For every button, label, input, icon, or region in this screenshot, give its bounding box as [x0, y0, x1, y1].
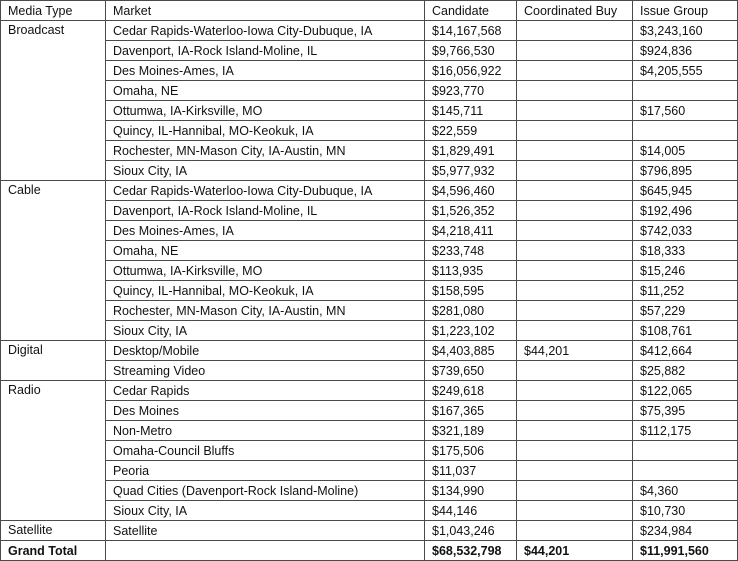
issue-group-cell: $4,360 [633, 481, 738, 501]
issue-group-cell: $17,560 [633, 101, 738, 121]
market-cell: Cedar Rapids-Waterloo-Iowa City-Dubuque, IA [106, 21, 425, 41]
table-row [1, 201, 738, 221]
table-row [1, 361, 738, 381]
issue-group-cell: $924,836 [633, 41, 738, 61]
market-cell: Sioux City, IA [106, 161, 425, 181]
candidate-cell: $1,043,246 [425, 521, 517, 541]
issue-group-cell [633, 121, 738, 141]
market-cell: Ottumwa, IA-Kirksville, MO [106, 261, 425, 281]
coordinated-buy-cell [517, 61, 633, 81]
table-row [1, 241, 738, 261]
market-cell: Sioux City, IA [106, 321, 425, 341]
issue-group-cell: $57,229 [633, 301, 738, 321]
media-type-cell: Radio [1, 381, 106, 521]
coordinated-buy-cell [517, 481, 633, 501]
coordinated-buy-cell [517, 521, 633, 541]
table-row [1, 221, 738, 241]
market-cell: Davenport, IA-Rock Island-Moline, IL [106, 201, 425, 221]
market-cell: Streaming Video [106, 361, 425, 381]
issue-group-cell: $25,882 [633, 361, 738, 381]
candidate-cell: $281,080 [425, 301, 517, 321]
coordinated-buy-cell [517, 301, 633, 321]
candidate-cell: $1,829,491 [425, 141, 517, 161]
market-cell: Quincy, IL-Hannibal, MO-Keokuk, IA [106, 281, 425, 301]
table-body [1, 21, 738, 541]
media-type-cell: Satellite [1, 521, 106, 541]
issue-group-cell: $742,033 [633, 221, 738, 241]
table-row [1, 441, 738, 461]
table-row [1, 141, 738, 161]
candidate-cell: $4,218,411 [425, 221, 517, 241]
issue-group-cell [633, 461, 738, 481]
candidate-cell: $113,935 [425, 261, 517, 281]
issue-group-cell: $4,205,555 [633, 61, 738, 81]
candidate-cell: $145,711 [425, 101, 517, 121]
coordinated-buy-cell [517, 41, 633, 61]
coordinated-buy-cell [517, 21, 633, 41]
coordinated-buy-cell [517, 361, 633, 381]
issue-group-cell: $11,252 [633, 281, 738, 301]
header-market: Market [106, 1, 425, 21]
coordinated-buy-cell [517, 421, 633, 441]
table-row [1, 321, 738, 341]
candidate-cell: $249,618 [425, 381, 517, 401]
table-row [1, 121, 738, 141]
header-media-type: Media Type [1, 1, 106, 21]
coordinated-buy-cell [517, 101, 633, 121]
issue-group-cell: $796,895 [633, 161, 738, 181]
market-cell: Des Moines [106, 401, 425, 421]
table-row [1, 521, 738, 541]
market-cell: Des Moines-Ames, IA [106, 221, 425, 241]
table-row [1, 81, 738, 101]
candidate-cell: $158,595 [425, 281, 517, 301]
market-cell: Omaha-Council Bluffs [106, 441, 425, 461]
market-cell: Desktop/Mobile [106, 341, 425, 361]
grand-total-candidate: $68,532,798 [425, 541, 517, 561]
market-cell: Rochester, MN-Mason City, IA-Austin, MN [106, 301, 425, 321]
table-row [1, 301, 738, 321]
table-row [1, 401, 738, 421]
candidate-cell: $321,189 [425, 421, 517, 441]
issue-group-cell: $122,065 [633, 381, 738, 401]
issue-group-cell: $412,664 [633, 341, 738, 361]
issue-group-cell: $3,243,160 [633, 21, 738, 41]
grand-total-row [1, 541, 738, 561]
issue-group-cell: $234,984 [633, 521, 738, 541]
issue-group-cell: $192,496 [633, 201, 738, 221]
candidate-cell: $233,748 [425, 241, 517, 261]
market-cell: Rochester, MN-Mason City, IA-Austin, MN [106, 141, 425, 161]
coordinated-buy-cell [517, 461, 633, 481]
coordinated-buy-cell: $44,201 [517, 341, 633, 361]
table-row [1, 161, 738, 181]
coordinated-buy-cell [517, 201, 633, 221]
market-cell: Peoria [106, 461, 425, 481]
table-row [1, 381, 738, 401]
media-type-cell: Broadcast [1, 21, 106, 181]
candidate-cell: $175,506 [425, 441, 517, 461]
candidate-cell: $4,596,460 [425, 181, 517, 201]
issue-group-cell [633, 81, 738, 101]
grand-total-issue: $11,991,560 [633, 541, 738, 561]
table-row [1, 181, 738, 201]
coordinated-buy-cell [517, 161, 633, 181]
table-row [1, 281, 738, 301]
issue-group-cell: $108,761 [633, 321, 738, 341]
header-issue-group: Issue Group [633, 1, 738, 21]
issue-group-cell: $18,333 [633, 241, 738, 261]
market-cell: Quincy, IL-Hannibal, MO-Keokuk, IA [106, 121, 425, 141]
media-type-cell: Digital [1, 341, 106, 381]
coordinated-buy-cell [517, 221, 633, 241]
coordinated-buy-cell [517, 501, 633, 521]
market-cell: Quad Cities (Davenport-Rock Island-Moline) [106, 481, 425, 501]
market-cell: Omaha, NE [106, 81, 425, 101]
table-row [1, 101, 738, 121]
candidate-cell: $5,977,932 [425, 161, 517, 181]
table-row [1, 261, 738, 281]
candidate-cell: $44,146 [425, 501, 517, 521]
coordinated-buy-cell [517, 321, 633, 341]
coordinated-buy-cell [517, 381, 633, 401]
market-cell: Cedar Rapids [106, 381, 425, 401]
market-cell: Satellite [106, 521, 425, 541]
coordinated-buy-cell [517, 281, 633, 301]
candidate-cell: $11,037 [425, 461, 517, 481]
coordinated-buy-cell [517, 141, 633, 161]
candidate-cell: $1,526,352 [425, 201, 517, 221]
issue-group-cell: $15,246 [633, 261, 738, 281]
media-type-cell: Cable [1, 181, 106, 341]
grand-total-coordinated: $44,201 [517, 541, 633, 561]
candidate-cell: $9,766,530 [425, 41, 517, 61]
issue-group-cell [633, 441, 738, 461]
issue-group-cell: $75,395 [633, 401, 738, 421]
table-row [1, 341, 738, 361]
table-row [1, 21, 738, 41]
table-row [1, 421, 738, 441]
coordinated-buy-cell [517, 181, 633, 201]
candidate-cell: $134,990 [425, 481, 517, 501]
candidate-cell: $16,056,922 [425, 61, 517, 81]
candidate-cell: $167,365 [425, 401, 517, 421]
candidate-cell: $14,167,568 [425, 21, 517, 41]
market-cell: Cedar Rapids-Waterloo-Iowa City-Dubuque, IA [106, 181, 425, 201]
candidate-cell: $4,403,885 [425, 341, 517, 361]
header-row [1, 1, 738, 21]
coordinated-buy-cell [517, 81, 633, 101]
table-row [1, 481, 738, 501]
market-cell: Davenport, IA-Rock Island-Moline, IL [106, 41, 425, 61]
header-candidate: Candidate [425, 1, 517, 21]
market-cell: Sioux City, IA [106, 501, 425, 521]
table-row [1, 461, 738, 481]
issue-group-cell: $112,175 [633, 421, 738, 441]
issue-group-cell: $10,730 [633, 501, 738, 521]
candidate-cell: $923,770 [425, 81, 517, 101]
grand-total-label: Grand Total [1, 541, 106, 561]
candidate-cell: $1,223,102 [425, 321, 517, 341]
candidate-cell: $22,559 [425, 121, 517, 141]
market-cell: Non-Metro [106, 421, 425, 441]
grand-total-market [106, 541, 425, 561]
coordinated-buy-cell [517, 441, 633, 461]
header-coordinated-buy: Coordinated Buy [517, 1, 633, 21]
coordinated-buy-cell [517, 261, 633, 281]
coordinated-buy-cell [517, 241, 633, 261]
coordinated-buy-cell [517, 401, 633, 421]
issue-group-cell: $14,005 [633, 141, 738, 161]
table-row [1, 41, 738, 61]
table-row [1, 61, 738, 81]
coordinated-buy-cell [517, 121, 633, 141]
issue-group-cell: $645,945 [633, 181, 738, 201]
candidate-cell: $739,650 [425, 361, 517, 381]
market-cell: Des Moines-Ames, IA [106, 61, 425, 81]
market-cell: Omaha, NE [106, 241, 425, 261]
market-cell: Ottumwa, IA-Kirksville, MO [106, 101, 425, 121]
table-row [1, 501, 738, 521]
